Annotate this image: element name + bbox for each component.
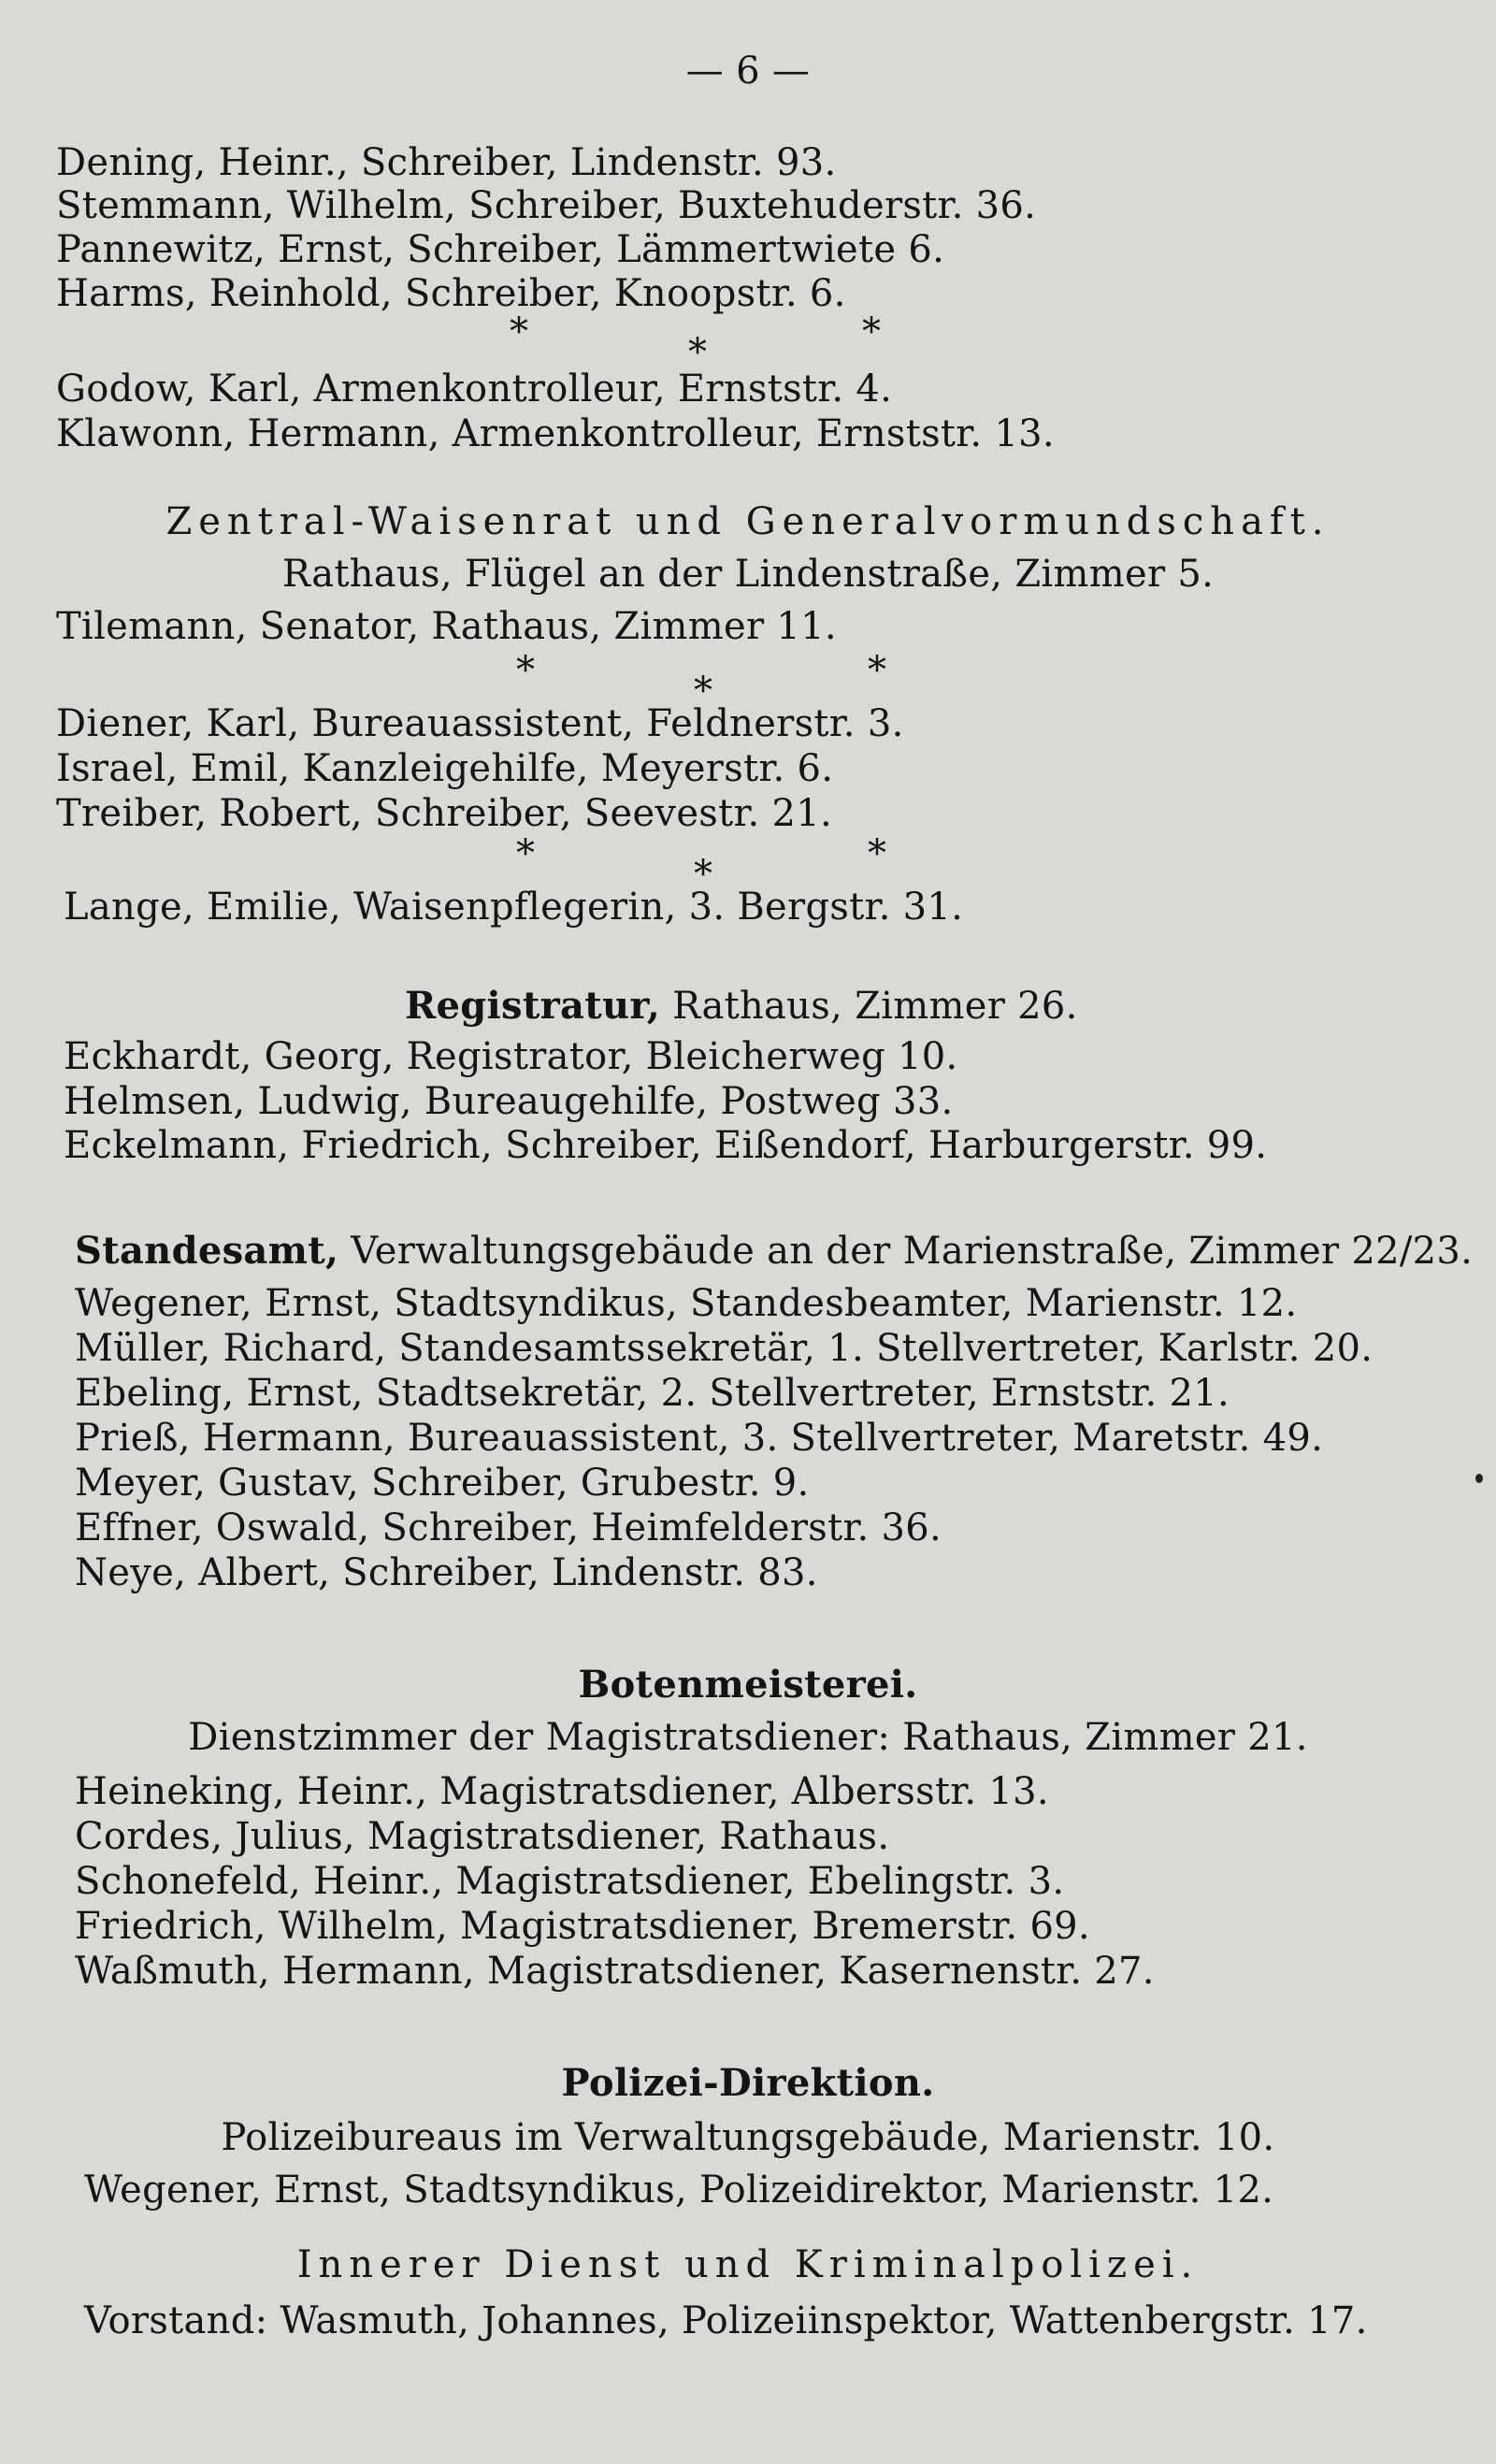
entry-line: Lange, Emilie, Waisenpflegerin, 3. Bergstr. 31. [64,886,964,929]
entry-line: Ebeling, Ernst, Stadtsekretär, 2. Stellvertreter, Ernststr. 21. [75,1372,1230,1415]
entry-line: Harms, Reinhold, Schreiber, Knoopstr. 6. [56,272,846,315]
separator-star: * [694,853,712,896]
section-heading-standesamt [75,1229,1473,1274]
separator-star: * [868,649,886,692]
section-title: Standesamt, [75,1229,339,1273]
entry-line: Diener, Karl, Bureauassistent, Feldnerstr. 3. [56,702,904,745]
entry-line: Klawonn, Hermann, Armenkontrolleur, Ernststr. 13. [56,412,1055,455]
entry-line: Godow, Karl, Armenkontrolleur, Ernststr. 4. [56,367,893,411]
separator-star: * [862,310,881,353]
separator-star: * [688,331,707,374]
entry-line: Treiber, Robert, Schreiber, Seevestr. 21. [56,792,833,835]
separator-star: * [516,649,535,692]
entry-line: Dening, Heinr., Schreiber, Lindenstr. 93. [56,141,837,184]
entry-line: Helmsen, Ludwig, Bureaugehilfe, Postweg 33. [64,1080,954,1123]
sub-heading-kriminalpolizei: Innerer Dienst und Kriminalpolizei. [296,2243,1200,2286]
entry-line: Schonefeld, Heinr., Magistratsdiener, Ebelingstr. 3. [75,1860,1065,1903]
entry-line: Friedrich, Wilhelm, Magistratsdiener, Bremerstr. 69. [75,1905,1090,1948]
entry-line: Pannewitz, Ernst, Schreiber, Lämmertwiete 6. [56,228,945,271]
section-location: Verwaltungsgebäude an der Marienstraße, Zimmer 22/23. [351,1230,1474,1273]
page-number: — 6 — [685,50,811,93]
entry-line: Israel, Emil, Kanzleigehilfe, Meyerstr. 6. [56,747,834,790]
separator-star: * [694,670,712,713]
entry-line: Cordes, Julius, Magistratsdiener, Rathaus. [75,1815,890,1858]
entry-line: Müller, Richard, Standesamtssekretär, 1. Stellvertreter, Karlstr. 20. [75,1327,1374,1370]
entry-line: Meyer, Gustav, Schreiber, Grubestr. 9. [75,1462,810,1505]
entry-line: Neye, Albert, Schreiber, Lindenstr. 83. [75,1551,818,1594]
entry-line: Effner, Oswald, Schreiber, Heimfelderstr. 36. [75,1506,942,1549]
separator-star: * [510,310,528,353]
entry-line: Heineking, Heinr., Magistratsdiener, Albersstr. 13. [75,1770,1049,1813]
separator-star: * [516,832,535,875]
section-location: Rathaus, Flügel an der Lindenstraße, Zimmer 5. [281,553,1215,596]
entry-line: Stemmann, Wilhelm, Schreiber, Buxtehuderstr. 36. [56,184,1037,227]
entry-line: Wegener, Ernst, Stadtsyndikus, Standesbeamter, Marienstr. 12. [75,1282,1298,1325]
entry-line: Waßmuth, Hermann, Magistratsdiener, Kasernenstr. 27. [75,1950,1155,1993]
separator-star: * [868,832,886,875]
entry-line: Vorstand: Wasmuth, Johannes, Polizeiinspektor, Wattenbergstr. 17. [84,2299,1368,2342]
entry-line: Wegener, Ernst, Stadtsyndikus, Polizeidirektor, Marienstr. 12. [84,2169,1274,2212]
section-title: Registratur, [405,984,661,1028]
entry-line: Prieß, Hermann, Bureauassistent, 3. Stellvertreter, Maretstr. 49. [75,1417,1324,1460]
section-heading-registratur [405,984,1078,1029]
entry-line: Tilemann, Senator, Rathaus, Zimmer 11. [56,605,837,648]
section-heading-botenmeisterei: Botenmeisterei. [578,1663,918,1707]
entry-line: Eckhardt, Georg, Registrator, Bleicherweg 10. [64,1035,958,1078]
section-heading-waisenrat: Zentral-Waisenrat und Generalvormundschaft. [165,500,1331,543]
section-location: Rathaus, Zimmer 26. [672,985,1078,1028]
section-location: Dienstzimmer der Magistratsdiener: Rathaus, Zimmer 21. [188,1716,1308,1759]
section-heading-polizei: Polizei-Direktion. [561,2061,935,2105]
ink-speck [1475,1474,1483,1483]
entry-line: Eckelmann, Friedrich, Schreiber, Eißendorf, Harburgerstr. 99. [64,1124,1268,1167]
section-location: Polizeibureaus im Verwaltungsgebäude, Marienstr. 10. [221,2116,1275,2159]
